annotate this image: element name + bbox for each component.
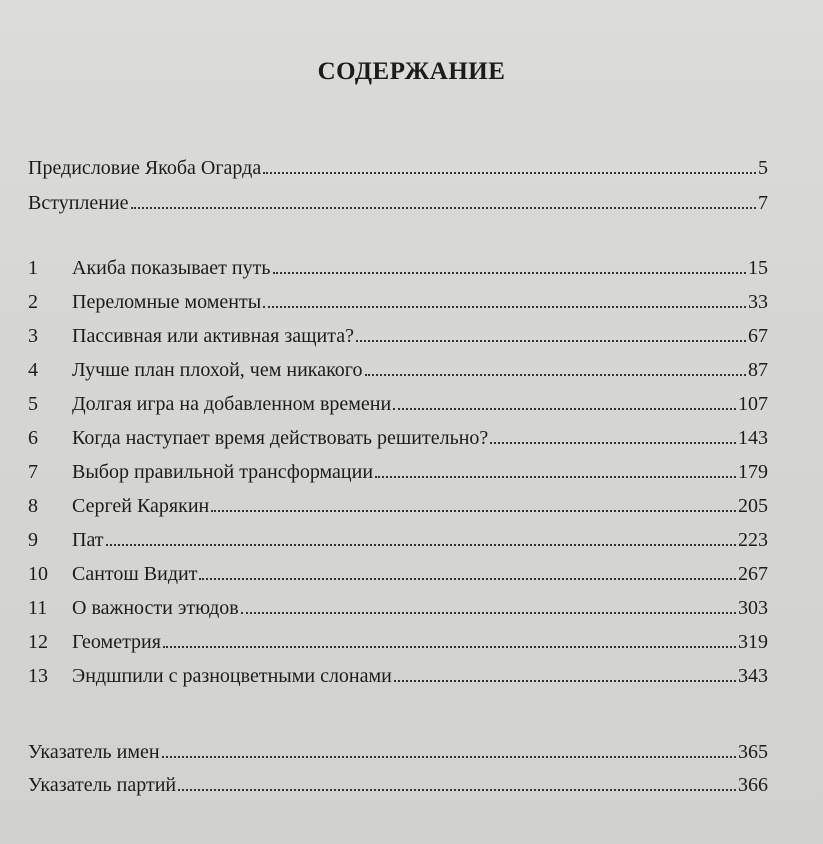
toc-entry-page: 223 [738,529,768,551]
toc-entry-page: 15 [748,257,768,279]
toc-entry-text: Пассивная или активная защита? [72,325,355,347]
dot-leader [211,510,736,512]
toc-entry-chapter-11 [28,590,768,620]
dot-leader [106,544,736,546]
toc-entry-chapter-3 [28,318,768,348]
toc-entry-text: Вступление [28,192,129,214]
dot-leader [263,172,756,174]
toc-entry-name-index [28,734,768,764]
toc-entry-page: 143 [738,427,768,449]
toc-entry-page: 33 [748,291,768,313]
dot-leader [365,374,747,376]
dot-leader [490,442,736,444]
toc-entry-page: 303 [738,597,768,619]
toc-entry-text: Сантош Видит [72,563,198,585]
chapter-number: 2 [28,291,38,313]
chapter-number: 3 [28,325,38,347]
toc-entry-text: Указатель имен [28,741,160,763]
toc-entry-chapter-8 [28,488,768,518]
chapter-number: 9 [28,529,38,551]
toc-entry-text: Долгая игра на добавленном времени [72,393,392,415]
toc-entry-text: Когда наступает время действовать решительно? [72,427,489,449]
toc-entry-page: 267 [738,563,768,585]
dot-leader [163,646,736,648]
toc-entry-page: 107 [738,393,768,415]
chapter-number: 8 [28,495,38,517]
chapter-number: 1 [28,257,38,279]
dot-leader [199,578,736,580]
toc-entry-text: Эндшпили с разноцветными слонами [72,665,392,687]
toc-entry-chapter-12 [28,624,768,654]
toc-entry-text: Пат [72,529,104,551]
toc-entry-text: Лучше план плохой, чем никакого [72,359,363,381]
toc-entry-chapter-4 [28,352,768,382]
dot-leader [162,756,736,758]
chapter-number: 7 [28,461,38,483]
chapter-number: 13 [28,665,48,687]
toc-entry-text: О важности этюдов [72,597,239,619]
toc-entry-chapter-7 [28,454,768,484]
chapter-number: 11 [28,597,48,619]
toc-entry-page: 343 [738,665,768,687]
toc-entry-page: 87 [748,359,768,381]
dot-leader [241,612,736,614]
chapter-number: 5 [28,393,38,415]
dot-leader [178,789,736,791]
toc-entry-page: 67 [748,325,768,347]
toc-entry-text: Акиба показывает путь [72,257,271,279]
toc-entry-page: 7 [758,192,768,214]
page-title: СОДЕРЖАНИЕ [317,58,506,85]
dot-leader [263,306,746,308]
toc-entry-foreword [28,150,768,180]
toc-entry-chapter-1 [28,250,768,280]
toc-entry-page: 319 [738,631,768,653]
toc-entry-text: Предисловие Якоба Огарда [28,157,262,179]
toc-entry-chapter-10 [28,556,768,586]
chapter-number: 4 [28,359,38,381]
toc-entry-text: Выбор правильной трансформации [72,461,374,483]
dot-leader [394,680,736,682]
toc-entry-games-index [28,767,768,797]
toc-entry-page: 179 [738,461,768,483]
toc-entry-text: Сергей Карякин [72,495,210,517]
dot-leader [356,340,746,342]
dot-leader [393,408,736,410]
toc-entry-text: Указатель партий [28,774,177,796]
toc-entry-chapter-9 [28,522,768,552]
chapter-number: 10 [28,563,48,585]
dot-leader [273,272,747,274]
toc-entry-page: 365 [738,741,768,763]
toc-entry-chapter-6 [28,420,768,450]
toc-entry-page: 5 [758,157,768,179]
chapter-number: 6 [28,427,38,449]
toc-entry-text: Геометрия [72,631,161,653]
toc-entry-text: Переломные моменты [72,291,262,313]
toc-entry-page: 205 [738,495,768,517]
toc-entry-chapter-13 [28,658,768,688]
dot-leader [375,476,736,478]
dot-leader [131,207,756,209]
toc-entry-chapter-5 [28,386,768,416]
chapter-number: 12 [28,631,48,653]
toc-entry-page: 366 [738,774,768,796]
toc-entry-chapter-2 [28,284,768,314]
toc-entry-introduction [28,185,768,215]
